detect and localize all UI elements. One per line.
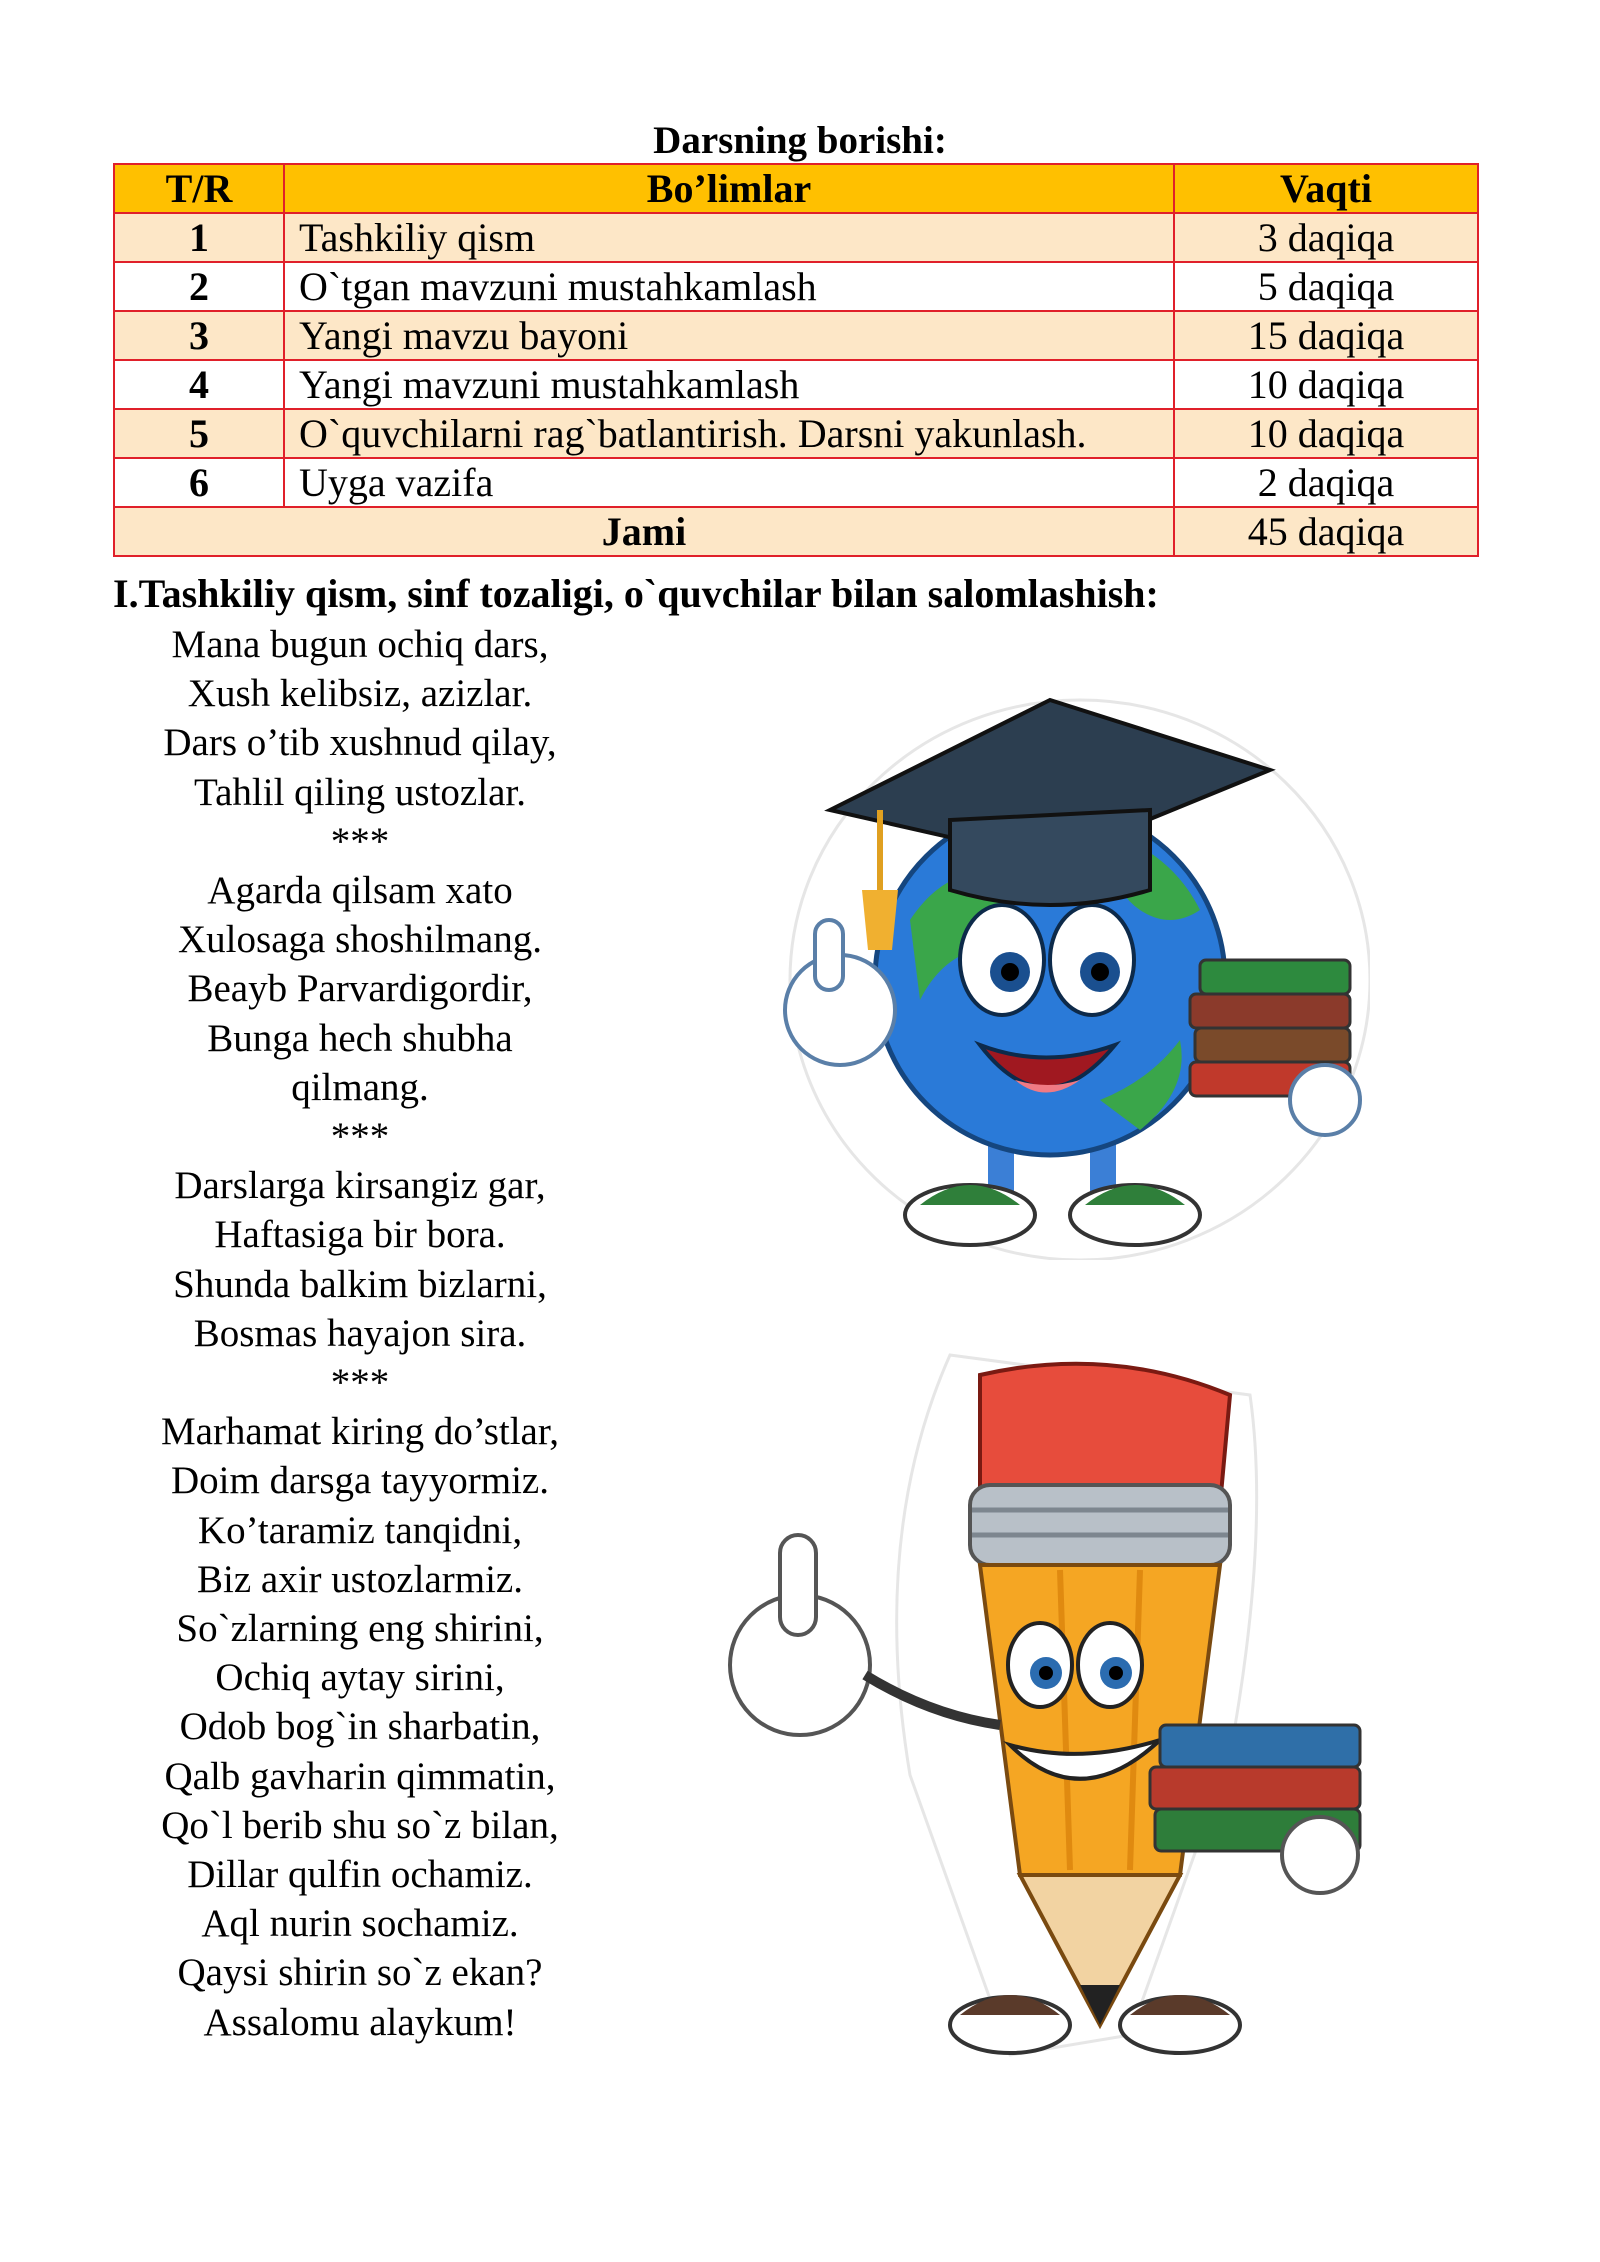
row-time: 15 daqiqa [1174, 311, 1478, 360]
poem-line: qilmang. [291, 1065, 429, 1109]
table-total-row [114, 507, 1478, 556]
poem-line: Bosmas hayajon sira. [193, 1311, 527, 1355]
lesson-plan-table [113, 163, 1479, 557]
poem-line: Xush kelibsiz, azizlar. [187, 672, 533, 716]
stanza-separator: *** [330, 819, 390, 863]
row-section: Yangi mavzuni mustahkamlash [284, 360, 1174, 409]
row-section: Yangi mavzu bayoni [284, 311, 1174, 360]
page-title: Darsning borishi: [653, 119, 947, 162]
total-label: Jami [114, 507, 1174, 556]
poem-line: Agarda qilsam xato [207, 869, 513, 913]
row-time: 3 daqiqa [1174, 213, 1478, 262]
poem-line: Aql nurin sochamiz. [201, 1902, 519, 1946]
stanza-separator: *** [330, 1361, 390, 1405]
greeting-poem [100, 620, 620, 2047]
table-row [114, 311, 1478, 360]
row-section: O`quvchilarni rag`batlantirish. Darsni yakunlash. [284, 409, 1174, 458]
table-row [114, 213, 1478, 262]
globe-mascot-illustration [785, 700, 1370, 1260]
globe-mascot-image [770, 660, 1370, 1260]
poem-line: Shunda balkim bizlarni, [173, 1262, 547, 1306]
row-time: 10 daqiqa [1174, 409, 1478, 458]
poem-line: Qo`l berib shu so`z bilan, [161, 1803, 559, 1847]
pencil-mascot-image [710, 1335, 1390, 2075]
row-number: 3 [114, 311, 284, 360]
poem-line: So`zlarning eng shirini, [176, 1607, 544, 1651]
row-section: Uyga vazifa [284, 458, 1174, 507]
poem-line: Haftasiga bir bora. [214, 1213, 506, 1257]
poem-line: Ochiq aytay sirini, [215, 1656, 505, 1700]
poem-line: Doim darsga tayyormiz. [171, 1459, 549, 1503]
column-header-sections: Bo’limlar [284, 164, 1174, 213]
poem-line: Biz axir ustozlarmiz. [197, 1557, 523, 1601]
column-header-number: T/R [114, 164, 284, 213]
poem-line: Dars o’tib xushnud qilay, [163, 721, 557, 765]
poem-line: Beayb Parvardigordir, [187, 967, 533, 1011]
table-row [114, 458, 1478, 507]
section-heading: I.Tashkiliy qism, sinf tozaligi, o`quvchilar bilan salomlashish: [113, 571, 1159, 616]
row-section: Tashkiliy qism [284, 213, 1174, 262]
column-header-time: Vaqti [1174, 164, 1478, 213]
row-number: 5 [114, 409, 284, 458]
row-time: 2 daqiqa [1174, 458, 1478, 507]
pencil-mascot-illustration [730, 1355, 1360, 2055]
stanza-separator: *** [330, 1115, 390, 1159]
poem-line: Tahlil qiling ustozlar. [194, 770, 526, 814]
poem-line: Xulosaga shoshilmang. [178, 918, 542, 962]
poem-line: Mana bugun ochiq dars, [171, 623, 549, 666]
table-row [114, 360, 1478, 409]
poem-line: Darslarga kirsangiz gar, [174, 1164, 546, 1208]
poem-line: Qaysi shirin so`z ekan? [177, 1951, 543, 1995]
poem-line: Bunga hech shubha [207, 1016, 513, 1060]
poem-line: Assalomu alaykum! [203, 2000, 517, 2044]
poem-line: Dillar qulfin ochamiz. [187, 1853, 533, 1897]
row-number: 1 [114, 213, 284, 262]
row-number: 4 [114, 360, 284, 409]
total-time: 45 daqiqa [1174, 507, 1478, 556]
table-row [114, 262, 1478, 311]
row-time: 5 daqiqa [1174, 262, 1478, 311]
row-number: 6 [114, 458, 284, 507]
row-number: 2 [114, 262, 284, 311]
poem-line: Qalb gavharin qimmatin, [164, 1754, 556, 1798]
poem-line: Ko’taramiz tanqidni, [197, 1508, 523, 1552]
table-row [114, 409, 1478, 458]
row-section: O`tgan mavzuni mustahkamlash [284, 262, 1174, 311]
row-time: 10 daqiqa [1174, 360, 1478, 409]
poem-line: Marhamat kiring do’stlar, [160, 1410, 560, 1454]
table-header-row [114, 164, 1478, 213]
poem-line: Odob bog`in sharbatin, [179, 1705, 541, 1749]
